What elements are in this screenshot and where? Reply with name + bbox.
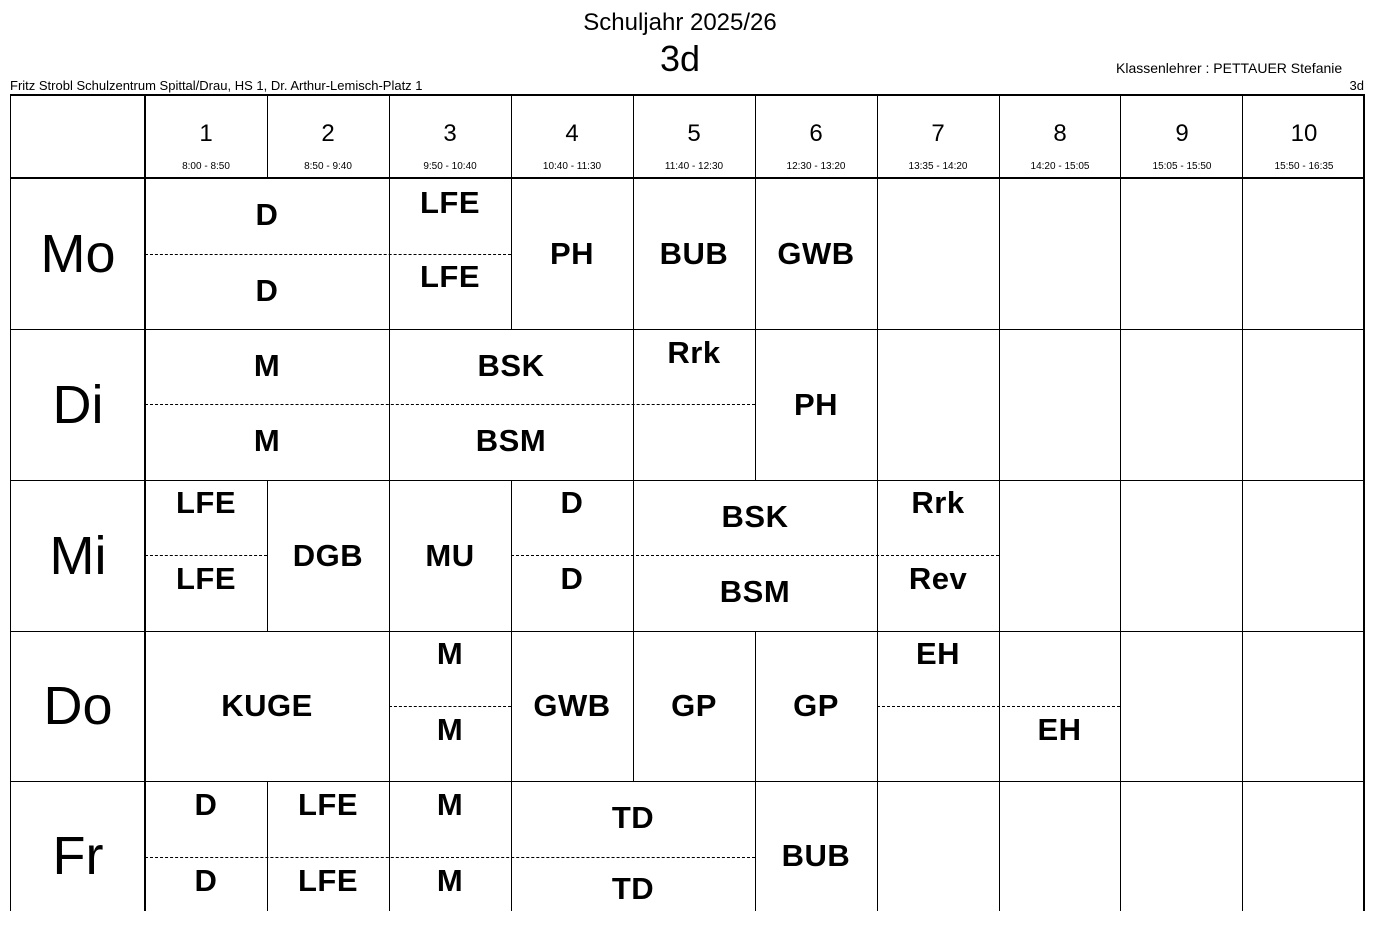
day-label: Mi: [49, 525, 107, 586]
lesson-cell: LFE: [297, 787, 359, 822]
lesson-cell: GWB: [777, 235, 855, 271]
lesson-cell: TD: [611, 871, 655, 906]
lesson-cell: GP: [793, 688, 839, 723]
lesson-cell: LFE: [297, 863, 359, 898]
grid-line: [1120, 178, 1121, 329]
period-number: 3: [443, 120, 457, 147]
lesson-cell: LFE: [419, 259, 481, 294]
school-year-title: Schuljahr 2025/26: [583, 9, 777, 36]
lesson-cell: D: [194, 863, 218, 898]
grid-line: [1120, 631, 1121, 781]
grid-line: [1120, 781, 1121, 911]
split-line: [145, 555, 267, 556]
grid-line: [1120, 480, 1121, 631]
grid-line: [10, 329, 1364, 330]
lesson-cell: Rev: [908, 561, 968, 596]
lesson-cell: PH: [549, 235, 595, 271]
class-tag: 3d: [1349, 78, 1364, 93]
lesson-cell: BUB: [781, 838, 851, 873]
day-label: Mo: [40, 223, 116, 284]
lesson-cell: M: [253, 423, 281, 458]
lesson-cell: BSK: [477, 348, 545, 383]
period-time: 14:20 - 15:05: [1030, 161, 1090, 172]
lesson-cell: LFE: [419, 185, 481, 220]
lesson-cell: M: [436, 636, 464, 671]
lesson-cell: M: [436, 863, 464, 898]
grid-line: [1120, 329, 1121, 480]
period-number: 7: [931, 120, 945, 147]
period-time: 8:50 - 9:40: [304, 161, 352, 172]
grid-line: [999, 781, 1000, 911]
period-time: 15:50 - 16:35: [1274, 161, 1334, 172]
lesson-cell: BUB: [659, 235, 729, 271]
grid-line: [877, 781, 878, 911]
split-line: [145, 857, 755, 858]
grid-line: [10, 781, 1364, 782]
grid-line: [877, 178, 878, 329]
class-teacher: Klassenlehrer : PETTAUER Stefanie: [1116, 60, 1343, 76]
lesson-cell: M: [436, 787, 464, 822]
grid-line: [999, 480, 1000, 631]
period-number: 6: [809, 120, 823, 147]
period-time: 15:05 - 15:50: [1152, 161, 1212, 172]
lesson-cell: MU: [425, 537, 475, 573]
lesson-cell: LFE: [175, 561, 237, 596]
period-time: 9:50 - 10:40: [423, 161, 477, 172]
lesson-cell: Rrk: [667, 335, 721, 370]
lesson-cell: LFE: [175, 485, 237, 520]
lesson-cell: KUGE: [221, 688, 313, 723]
period-time: 13:35 - 14:20: [908, 161, 968, 172]
period-time: 11:40 - 12:30: [664, 161, 724, 172]
day-label: Di: [52, 374, 104, 435]
period-time: 12:30 - 13:20: [786, 161, 846, 172]
lesson-cell: D: [560, 485, 584, 520]
grid-line: [1242, 781, 1243, 911]
grid-line: [1363, 94, 1365, 911]
lesson-cell: EH: [915, 636, 961, 671]
period-time: 8:00 - 8:50: [182, 161, 230, 172]
lesson-cell: D: [560, 561, 584, 596]
lesson-cell: D: [255, 197, 279, 232]
split-line: [877, 706, 1120, 707]
period-time: 10:40 - 11:30: [542, 161, 602, 172]
lesson-cell: PH: [793, 386, 839, 422]
lesson-cell: D: [255, 273, 279, 308]
grid-line: [877, 329, 878, 480]
grid-line: [1242, 329, 1243, 480]
grid-line: [10, 94, 1364, 96]
grid-line: [1242, 178, 1243, 329]
grid-line: [999, 178, 1000, 329]
period-number: 9: [1175, 120, 1189, 147]
lesson-cell: DGB: [292, 537, 364, 573]
lesson-cell: BSM: [719, 574, 791, 609]
day-label: Do: [43, 676, 113, 736]
class-title: 3d: [659, 38, 701, 79]
lesson-cell: Rrk: [911, 485, 965, 520]
period-number: 1: [199, 120, 213, 147]
lesson-cell: TD: [611, 800, 655, 835]
grid-line: [1242, 480, 1243, 631]
lesson-cell: BSM: [475, 423, 547, 458]
period-number: 10: [1290, 120, 1318, 147]
lesson-cell: D: [194, 787, 218, 822]
period-number: 8: [1053, 120, 1067, 147]
lesson-cell: M: [436, 712, 464, 747]
grid-line: [999, 329, 1000, 480]
lesson-cell: BSK: [721, 499, 789, 534]
grid-line: [1242, 631, 1243, 781]
split-line: [145, 404, 755, 405]
lesson-cell: EH: [1037, 712, 1082, 747]
day-label: Fr: [52, 826, 104, 886]
lesson-cell: GP: [671, 688, 717, 723]
lesson-cell: M: [253, 348, 281, 383]
period-number: 2: [321, 120, 335, 147]
split-line: [511, 555, 999, 556]
school-address: Fritz Strobl Schulzentrum Spittal/Drau, HS 1, Dr. Arthur-Lemisch-Platz 1: [10, 78, 423, 93]
split-line: [389, 706, 511, 707]
lesson-cell: GWB: [533, 688, 611, 723]
period-number: 5: [687, 120, 701, 147]
period-number: 4: [565, 120, 579, 147]
